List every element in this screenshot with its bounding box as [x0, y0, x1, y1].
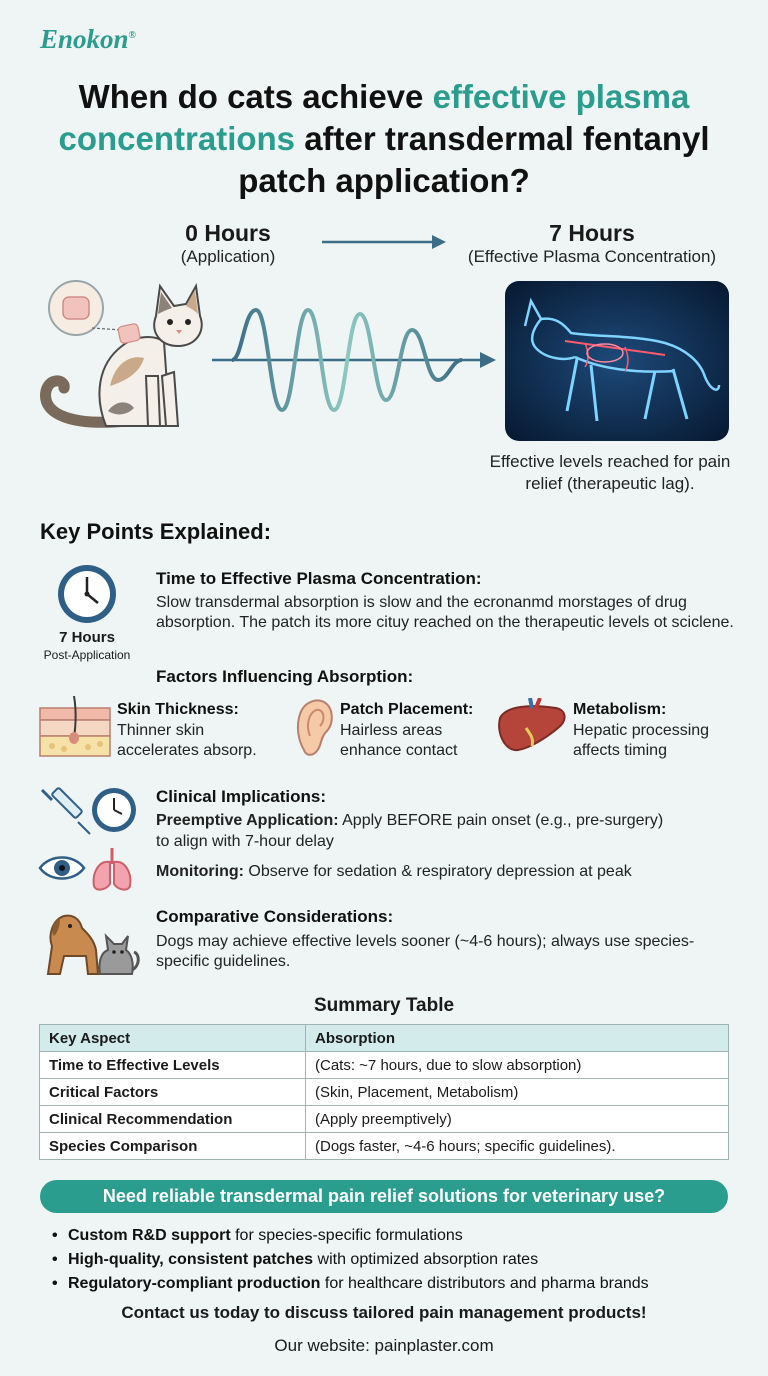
table-cell-value: (Skin, Placement, Metabolism): [306, 1079, 729, 1106]
cat-illustration: [36, 276, 226, 446]
clock-icon: [56, 563, 118, 625]
bullet-bold: High-quality, consistent patches: [68, 1251, 314, 1268]
ear-icon: [294, 696, 336, 758]
preemptive-line2: to align with 7-hour delay: [156, 833, 334, 850]
syringe-clock-icon: [38, 784, 138, 842]
list-item: [52, 1248, 649, 1272]
bullet-bold: Custom R&D support: [68, 1227, 231, 1244]
summary-table: [39, 1024, 729, 1160]
table-cell-key: Critical Factors: [40, 1079, 306, 1106]
timeline-start-label: 0 Hours: [185, 220, 271, 246]
patch-zoom-icon: [49, 281, 122, 335]
clock-label: 7 Hours: [59, 629, 115, 646]
table-cell-value: (Dogs faster, ~4-6 hours; specific guidelines).: [306, 1133, 729, 1160]
table-header-row: [40, 1025, 729, 1052]
wave-arrow-icon: [212, 300, 502, 420]
table-row: [40, 1052, 729, 1079]
eye-icon: [40, 858, 84, 879]
factor-3-text-line2: affects timing: [573, 742, 667, 759]
preemptive-line: [156, 811, 736, 831]
preemptive-label: Preemptive Application:: [156, 812, 339, 829]
brand-mark: ®: [128, 30, 137, 41]
bullet-rest: with optimized absorption rates: [313, 1251, 539, 1268]
clock-sub: Post-Application: [43, 648, 131, 662]
monitoring-text: Observe for sedation & respiratory depression at peak: [243, 863, 632, 880]
title-part1: When do cats achieve: [78, 78, 433, 115]
table-row: [40, 1079, 729, 1106]
factor-2-title: Patch Placement:: [340, 701, 474, 718]
cta-banner[interactable]: Need reliable transdermal pain relief solutions for veterinary use?: [40, 1180, 728, 1213]
table-cell-key: Time to Effective Levels: [40, 1052, 306, 1079]
eye-lungs-icon: [38, 844, 138, 894]
contact-line: Contact us today to discuss tailored pain management products!: [121, 1303, 647, 1322]
table-cell-key: Clinical Recommendation: [40, 1106, 306, 1133]
comparative-title: Comparative Considerations:: [156, 907, 394, 926]
brand-logo: [40, 24, 136, 55]
table-cell-value: (Cats: ~7 hours, due to slow absorption): [306, 1052, 729, 1079]
table-row: [40, 1106, 729, 1133]
factor-3-text-line1: Hepatic processing: [573, 722, 710, 739]
table-header-absorption: Absorption: [306, 1025, 729, 1052]
title-highlight: effective plasma concentrations: [58, 78, 690, 157]
timeline-start-sub: (Application): [180, 247, 276, 266]
table-header-key: Key Aspect: [40, 1025, 306, 1052]
time-section-text: Slow transdermal absorption is slow and the ecronanmd morstages of drug absorption. The patch its more cituy reached on the therapeutic levels ot sciclene.: [156, 594, 734, 631]
xray-cat-image: [505, 281, 729, 441]
dog-cat-icon: [38, 906, 142, 978]
clinical-title: Clinical Implications:: [156, 787, 327, 806]
small-cat-icon: [99, 936, 138, 974]
factor-2-text-line2: enhance contact: [340, 742, 458, 759]
list-item: [52, 1224, 649, 1248]
lungs-icon: [94, 848, 131, 890]
skin-layer-icon: [38, 694, 112, 760]
factor-3-title: Metabolism:: [573, 701, 667, 718]
bullet-bold: Regulatory-compliant production: [68, 1275, 321, 1292]
factor-1-title: Skin Thickness:: [117, 701, 239, 718]
time-section-title: Time to Effective Plasma Concentration:: [156, 569, 482, 588]
comparative-text: Dogs may achieve effective levels sooner (~4-6 hours); always use species-specific guidelines.: [156, 933, 695, 970]
timeline-start: [128, 220, 328, 267]
key-points-title: Key Points Explained:: [40, 519, 272, 544]
summary-title: Summary Table: [313, 995, 455, 1016]
syringe-icon: [42, 787, 90, 834]
liver-icon: [496, 698, 568, 756]
cta-bullet-list: [52, 1224, 649, 1296]
monitoring-label: Monitoring:: [156, 863, 244, 880]
brand-name: Enokon: [40, 24, 129, 54]
timeline-end-sub: (Effective Plasma Concentration): [467, 247, 717, 266]
factor-1-text-line2: accelerates absorp.: [117, 742, 257, 759]
timeline-end: [452, 220, 732, 267]
page-title: [20, 76, 748, 202]
website-link[interactable]: Our website: painplaster.com: [274, 1336, 494, 1355]
table-cell-key: Species Comparison: [40, 1133, 306, 1160]
table-cell-value: (Apply preemptively): [306, 1106, 729, 1133]
bullet-rest: for healthcare distributors and pharma brands: [320, 1275, 649, 1292]
small-clock-icon: [92, 788, 136, 832]
list-item: [52, 1272, 649, 1296]
bullet-rest: for species-specific formulations: [230, 1227, 463, 1244]
preemptive-text: Apply BEFORE pain onset (e.g., pre-surgery): [338, 812, 664, 829]
factors-title: Factors Influencing Absorption:: [156, 667, 414, 686]
factor-2-text-line1: Hairless areas: [340, 722, 443, 739]
factor-1-text-line1: Thinner skin: [117, 722, 205, 739]
timeline-caption: Effective levels reached for pain relief (therapeutic lag).: [489, 452, 731, 493]
timeline-arrow-icon: [320, 232, 448, 252]
title-part2: after transdermal fentanyl patch application?: [238, 120, 710, 199]
timeline-end-label: 7 Hours: [549, 220, 635, 246]
monitoring-line: [156, 862, 736, 882]
table-row: [40, 1133, 729, 1160]
summary-table-wrap: [39, 1024, 729, 1160]
dog-icon: [48, 916, 98, 974]
